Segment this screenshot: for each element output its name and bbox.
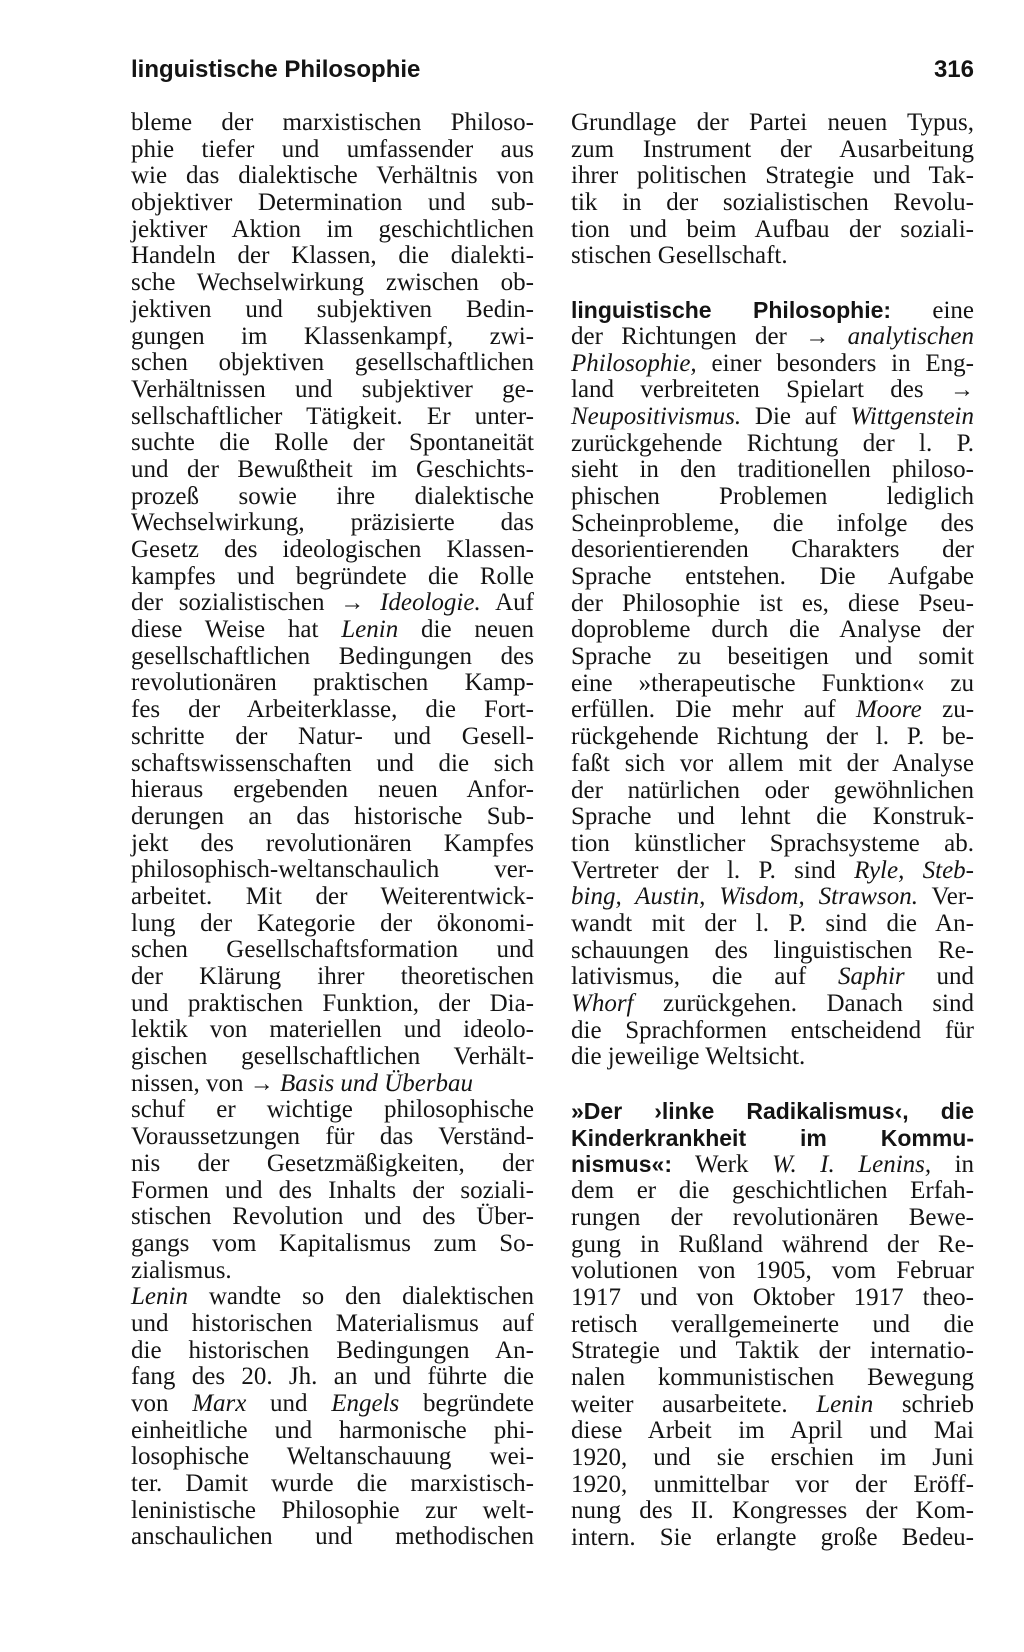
text-line: nis der Gesetzmäßigkeiten, der — [131, 1149, 534, 1177]
text-line: Wechselwirkung, präzisierte das — [131, 509, 534, 537]
text-line: schaftswissenschaften und die sich — [131, 749, 534, 777]
text-segment: Vertreter der l. P. sind — [571, 856, 836, 884]
cross-reference-arrow-icon: → — [950, 377, 974, 404]
text-line — [571, 991, 974, 1018]
text-segment: eine — [932, 297, 974, 325]
cross-reference-arrow-icon: → — [249, 1070, 274, 1097]
text-line: Sprache und lehnt die Konstruk- — [571, 803, 974, 831]
text-line: suchte die Rolle der Spontaneität — [131, 429, 534, 457]
text-segment: wandte so den dialektischen — [208, 1283, 534, 1311]
text-line — [131, 1071, 534, 1098]
text-line: die jeweilige Weltsicht. — [571, 1043, 806, 1071]
text-line: nalen kommunistischen Bewegung — [571, 1363, 974, 1391]
text-line: rückgehende Richtung der l. P. be- — [571, 723, 974, 751]
cross-reference: Ideologie. — [380, 589, 481, 617]
text-line — [571, 351, 974, 378]
text-line: schuf er wichtige philosophische — [131, 1096, 534, 1124]
text-line: Sprache entstehen. Die Aufgabe — [571, 563, 974, 590]
text-line: Handeln der Klassen, die dialekti- — [131, 242, 534, 270]
text-segment: in — [954, 1151, 975, 1179]
text-line — [571, 297, 974, 324]
running-head: linguistische Philosophie — [131, 56, 421, 83]
text-line: diese Arbeit im April und Mai — [571, 1417, 974, 1445]
text-segment: land verbreiteten Spielart des — [571, 376, 924, 404]
text-line: Strategie und Taktik der internatio- — [571, 1337, 974, 1365]
text-line: intern. Sie erlangte große Bedeu- — [571, 1524, 974, 1552]
text-segment: von — [131, 1390, 169, 1417]
text-line: Voraussetzungen für das Verständ- — [131, 1123, 534, 1151]
text-line: schritte der Natur- und Gesell- — [131, 722, 534, 750]
text-line: desorientierenden Charakters der — [571, 536, 974, 564]
name-italic: Lenin — [816, 1390, 874, 1418]
text-line: tion und beim Aufbau der soziali- — [571, 215, 974, 243]
text-line: Verhältnissen und subjektiver ge- — [131, 375, 534, 403]
name-italic: Moore — [855, 696, 922, 724]
text-segment: begründete — [422, 1390, 535, 1417]
text-line — [571, 377, 974, 404]
text-line: nung des II. Kongresses der Kom- — [571, 1497, 974, 1525]
text-segment: weiter ausarbeitete. — [571, 1390, 788, 1418]
text-line: und praktischen Funktion, der Dia- — [131, 989, 534, 1017]
text-line: gangs vom Kapitalismus zum So- — [131, 1229, 534, 1257]
text-line — [571, 858, 974, 885]
text-line: doprobleme durch die Analyse der — [571, 616, 974, 644]
text-line: 1920, und sie erschien im Juni — [571, 1444, 974, 1471]
text-line: objektiver Determination und sub- — [131, 189, 534, 217]
text-line: zialismus. — [131, 1256, 232, 1284]
text-line: rungen der revolutionären Bewe- — [571, 1203, 974, 1231]
text-line: schauungen des linguistischen Re- — [571, 936, 974, 964]
text-line: jektiven und subjektiven Bedin- — [131, 295, 534, 323]
text-segment: und — [936, 963, 974, 991]
text-line: Formen und des Inhalts der soziali- — [131, 1176, 534, 1204]
cross-reference: analytischen — [847, 322, 975, 350]
text-line: und der Bewußtheit im Geschichts- — [131, 455, 534, 483]
text-segment: diese Weise hat — [131, 616, 319, 644]
text-line: jekt des revolutionären Kampfes — [131, 829, 534, 857]
text-line: anschaulichen und methodischen — [131, 1523, 534, 1551]
text-line: gung in Rußland während der Re- — [571, 1230, 974, 1258]
text-line: bleme der marxistischen Philoso- — [131, 109, 534, 136]
text-line: derungen an das historische Sub- — [131, 802, 534, 830]
cross-reference-arrow-icon: → — [340, 590, 365, 617]
text-line — [571, 1392, 974, 1419]
text-line: zurückgehende Richtung der l. P. — [571, 429, 974, 457]
text-line: fes der Arbeiterklasse, die Fort- — [131, 696, 534, 724]
text-line: gischen gesellschaftlichen Verhält- — [131, 1043, 534, 1071]
entry-headword: linguistische Philosophie: — [571, 297, 892, 324]
text-segment: schrieb — [901, 1390, 975, 1418]
text-line: Scheinprobleme, die infolge des — [571, 509, 974, 537]
text-line: schen Gesellschaftsformation und — [131, 936, 534, 964]
text-line — [571, 884, 974, 911]
text-segment: Ver- — [931, 883, 974, 911]
text-line: tion künstlicher Sprachsysteme ab. — [571, 829, 974, 857]
entry-headword: nismus«: — [571, 1151, 672, 1178]
text-line: Gesetz des ideologischen Klassen- — [131, 536, 534, 563]
text-line: wandt mit der l. P. sind die An- — [571, 909, 974, 937]
text-line — [571, 1125, 974, 1152]
text-line — [131, 1391, 534, 1418]
text-line: gungen im Klassenkampf, zwi- — [131, 322, 534, 350]
text-line — [571, 1098, 974, 1125]
text-line: die Sprachformen entscheidend für — [571, 1016, 974, 1044]
text-line — [571, 404, 974, 431]
name-italic: Ryle, Steb- — [854, 856, 974, 884]
text-line — [571, 964, 974, 991]
text-line: hieraus ergebenden neuen Anfor- — [131, 776, 534, 804]
text-line: ihrer politischen Strategie und Tak- — [571, 162, 974, 190]
text-line: phie tiefer und umfassender aus — [131, 135, 534, 163]
text-segment: der sozialistischen — [131, 589, 325, 617]
entry-headword: »Der ›linke Radikalismus‹, die — [571, 1098, 974, 1125]
text-segment: lativismus, die auf — [571, 963, 807, 991]
text-line: der Philosophie ist es, diese Pseu- — [571, 589, 974, 617]
text-segment: Auf — [495, 589, 535, 617]
text-line: 1920, unmittelbar vor der Eröff- — [571, 1470, 974, 1498]
page-number: 316 — [933, 56, 974, 83]
text-line: jektiver Aktion im geschichtlichen — [131, 215, 534, 243]
text-line: ter. Damit wurde die marxistisch- — [131, 1470, 534, 1498]
text-segment: nissen, von — [131, 1069, 244, 1097]
text-line: losophische Weltanschauung wei- — [131, 1443, 534, 1471]
text-line: volutionen von 1905, vom Februar — [571, 1257, 974, 1285]
left-column — [131, 110, 534, 1551]
text-line: zum Instrument der Ausarbeitung — [571, 135, 974, 163]
page-header — [131, 54, 974, 94]
text-line: faßt sich vor allem mit der Analyse — [571, 749, 974, 777]
text-line: 1917 und von Oktober 1917 theo- — [571, 1283, 974, 1311]
text-line: stischen Gesellschaft. — [571, 242, 788, 270]
text-line — [571, 324, 974, 351]
name-italic: Engels — [331, 1390, 400, 1417]
text-line: und historischen Materialismus auf — [131, 1309, 534, 1337]
text-line: leninistische Philosophie zur welt- — [131, 1496, 534, 1524]
text-line: der Klärung ihrer theoretischen — [131, 963, 534, 990]
text-line — [571, 1151, 974, 1178]
text-line: dem er die geschichtlichen Erfah- — [571, 1177, 974, 1205]
cross-reference: Basis und Überbau — [280, 1069, 474, 1097]
text-line — [131, 1284, 534, 1311]
text-segment: erfüllen. Die mehr auf — [571, 696, 836, 724]
text-line: stischen Revolution und des Über- — [131, 1203, 534, 1231]
text-segment: einer besonders in Eng- — [711, 349, 975, 377]
right-column — [571, 110, 974, 1552]
text-line: Sprache zu beseitigen und somit — [571, 643, 974, 671]
text-line: wie das dialektische Verhältnis von — [131, 162, 534, 190]
name-italic: Lenin — [341, 616, 399, 644]
text-segment: Die auf — [754, 402, 837, 430]
text-segment: zurückgehen. Danach sind — [663, 990, 975, 1017]
text-line: sche Wechselwirkung zwischen ob- — [131, 269, 534, 297]
text-line: der natürlichen oder gewöhnlichen — [571, 776, 974, 804]
text-line: lektik von materiellen und ideolo- — [131, 1016, 534, 1044]
name-italic: Whorf — [571, 990, 634, 1017]
text-line: sieht in den traditionellen philoso- — [571, 456, 974, 484]
text-line: philosophisch-weltanschaulich ver- — [131, 856, 534, 884]
text-line: phischen Problemen lediglich — [571, 482, 974, 510]
text-segment: und — [270, 1390, 308, 1417]
text-line: lung der Kategorie der ökonomi- — [131, 909, 534, 937]
entry-headword: Kinderkrankheit im Kommu- — [571, 1124, 974, 1151]
text-segment: die neuen — [421, 616, 535, 644]
text-line: Grundlage der Partei neuen Typus, — [571, 109, 974, 136]
cross-reference: Philosophie, — [571, 349, 697, 377]
text-segment: Werk — [694, 1151, 749, 1179]
text-line: schen objektiven gesellschaftlichen — [131, 349, 534, 377]
text-line: revolutionären praktischen Kamp- — [131, 669, 534, 697]
text-segment: zu- — [942, 696, 975, 724]
text-line — [131, 590, 534, 617]
cross-reference: Neupositivismus. — [571, 402, 742, 430]
entry-spacer — [571, 1071, 974, 1098]
cross-reference-arrow-icon: → — [805, 323, 830, 350]
text-segment: der Richtungen der — [571, 322, 787, 350]
name-italic: Marx — [192, 1390, 247, 1417]
name-italic: Lenin — [131, 1283, 188, 1311]
text-line: prozeß sowie ihre dialektische — [131, 482, 534, 510]
name-italic: bing, Austin, Wisdom, Strawson. — [571, 883, 918, 911]
text-line: fang des 20. Jh. an und führte die — [131, 1363, 534, 1391]
name-italic: Wittgenstein — [850, 402, 974, 430]
entry-spacer — [571, 270, 974, 297]
text-line: sellschaftlicher Tätigkeit. Er unter- — [131, 402, 534, 430]
name-italic: Saphir — [837, 963, 905, 991]
text-line: retisch verallgemeinerte und die — [571, 1310, 974, 1338]
text-line: die historischen Bedingungen An- — [131, 1336, 534, 1364]
text-line — [571, 697, 974, 724]
text-line: einheitliche und harmonische phi- — [131, 1416, 534, 1444]
text-line: arbeitet. Mit der Weiterentwick- — [131, 882, 534, 910]
text-line: kampfes und begründete die Rolle — [131, 562, 534, 590]
name-italic: W. I. Lenins, — [771, 1151, 932, 1179]
text-line: gesellschaftlichen Bedingungen des — [131, 642, 534, 670]
text-line: tik in der sozialistischen Revolu- — [571, 189, 974, 217]
text-line — [131, 617, 534, 644]
text-line: eine »therapeutische Funktion« zu — [571, 669, 974, 697]
